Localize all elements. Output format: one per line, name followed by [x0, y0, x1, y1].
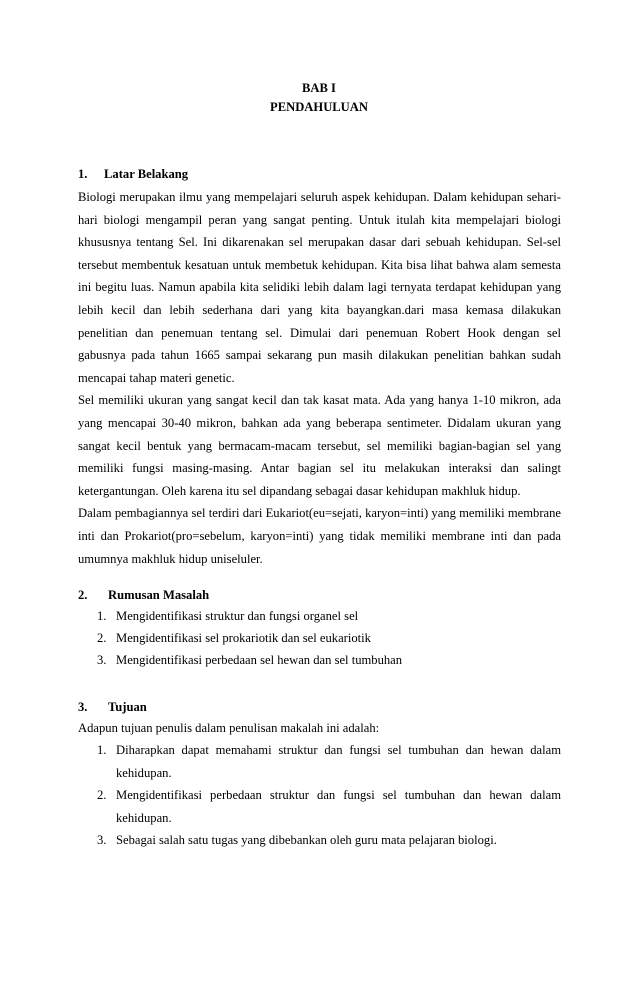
paragraph: Biologi merupakan ilmu yang mempelajari seluruh aspek kehidupan. Dalam kehidupan sehari-hari biologi mengampil peran yang sangat penting. Untuk itulah kita mempelajari biologi khususnya tentang Sel. Ini dikarenakan sel merupakan dasar dari sebuah kehidupan. Sel-sel tersebut membentuk kesatuan untuk membetuk kehidupan. Kita bisa lihat bahwa alam semesta ini begitu luas. Namun apabila kita selidiki lebih dalam lagi ternyata terdapat kehidupan yang lebih kecil dan lebih sederhana dari yang kita bayangkan.dari masa kemasa dilakukan penelitian dan penemuan tentang sel. Dimulai dari penemuan Robert Hook dengan sel gabusnya pada tahun 1665 sampai sekarang pun masih dilakukan penelitian bahkan sudah mencapai tahap materi genetic.: [78, 190, 561, 385]
list-item: [78, 829, 561, 852]
section-number: 2.: [78, 588, 88, 602]
list-item: [78, 605, 561, 627]
section-rumusan-masalah: [78, 585, 561, 671]
list-text: Sebagai salah satu tugas yang dibebankan oleh guru mata pelajaran biologi.: [116, 833, 497, 848]
list-number: 1.: [97, 609, 107, 623]
list-text: Diharapkan dapat memahami struktur dan fungsi sel tumbuhan dan hewan dalam kehidupan.: [116, 743, 561, 780]
list-number: 2.: [97, 788, 107, 803]
section-heading: [78, 585, 561, 605]
list-text: Mengidentifikasi sel prokariotik dan sel eukariotik: [116, 631, 371, 645]
list-item: [78, 649, 561, 671]
list-text: Mengidentifikasi perbedaan sel hewan dan sel tumbuhan: [116, 653, 403, 667]
section-number: 3.: [78, 700, 88, 714]
list-item: [78, 627, 561, 649]
section-title: Latar Belakang: [104, 167, 189, 181]
section-heading: [78, 164, 561, 184]
section-latar-belakang: [78, 164, 561, 570]
section-title: Tujuan: [108, 700, 147, 714]
list-text: Mengidentifikasi struktur dan fungsi organel sel: [116, 609, 359, 623]
section-heading: [78, 697, 561, 717]
chapter-title: PENDAHULUAN: [270, 100, 368, 114]
list-item: [78, 784, 561, 829]
chapter-label: BAB I: [302, 81, 336, 95]
problem-list: [78, 605, 561, 671]
list-number: 3.: [97, 833, 107, 848]
list-number: 2.: [97, 631, 107, 645]
paragraph: Adapun tujuan penulis dalam penulisan makalah ini adalah:: [78, 721, 380, 735]
objective-list: [78, 739, 561, 852]
paragraph: Dalam pembagiannya sel terdiri dari Eukariot(eu=sejati, karyon=inti) yang memiliki membrane inti dan Prokariot(pro=sebelum, karyon=inti) yang tidak memiliki membrane inti dan pada umumnya makhluk hidup uniseluler.: [78, 506, 561, 566]
paragraph: Sel memiliki ukuran yang sangat kecil dan tak kasat mata. Ada yang hanya 1-10 mikron, ada yang mencapai 30-40 mikron, bahkan ada yang beberapa sentimeter. Didalam ukuran yang sangat kecil bentuk yang bermacam-macam tersebut, sel memiliki bagian-bagian sel yang memiliki fungsi masing-masing. Antar bagian sel itu melakukan interaksi dan salingt ketergantungan. Oleh karena itu sel dipandang sebagai dasar kehidupan makhluk hidup.: [78, 393, 561, 498]
section-number: 1.: [78, 167, 88, 181]
list-number: 1.: [97, 743, 107, 757]
list-text: Mengidentifikasi perbedaan struktur dan fungsi sel tumbuhan dan hewan dalam kehidupan.: [116, 788, 561, 825]
section-title: Rumusan Masalah: [108, 588, 210, 602]
list-number: 3.: [97, 653, 107, 667]
section-tujuan: [78, 697, 561, 852]
list-item: [78, 739, 561, 784]
